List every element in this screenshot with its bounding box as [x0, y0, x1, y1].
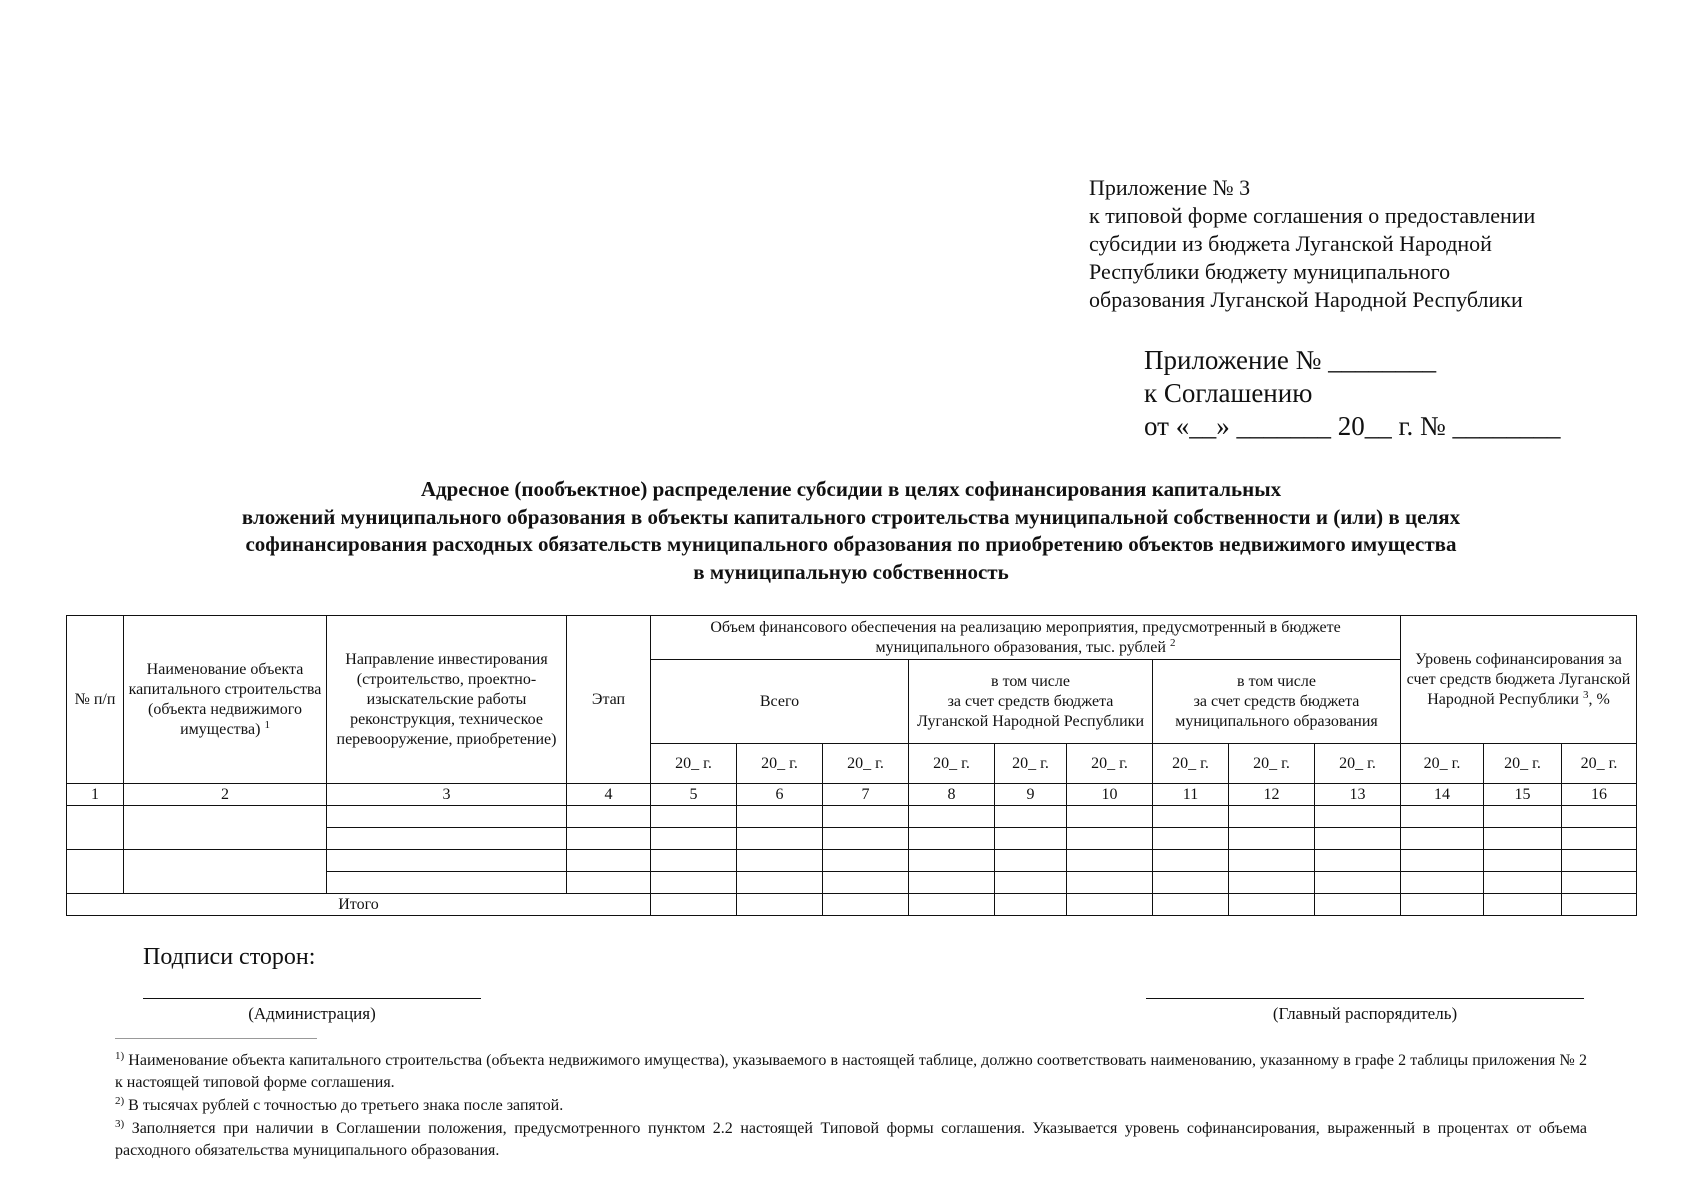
table-cell	[1401, 872, 1484, 894]
table-cell	[1067, 872, 1153, 894]
header-number: № п/п	[67, 616, 124, 784]
year-header: 20_ г.	[1562, 744, 1637, 784]
column-numbers-row	[67, 784, 1637, 806]
table-cell	[1562, 894, 1637, 916]
footnote-1	[115, 1050, 1587, 1094]
footnote-ref-3: 3	[1582, 688, 1589, 701]
header-object-name	[124, 616, 327, 784]
header-cofinancing-level-text: Уровень софинансирования за счет средств бюджета Луганской Народной Республики	[1406, 650, 1631, 708]
table-cell	[1153, 850, 1229, 872]
column-number: 3	[327, 784, 567, 806]
table-cell	[1484, 850, 1562, 872]
footnote-ref-2: 2	[1169, 636, 1176, 649]
table-cell	[1484, 872, 1562, 894]
appendix-header-line: образования Луганской Народной Республики	[1089, 287, 1523, 312]
table-cell	[1153, 828, 1229, 850]
table-cell	[1315, 850, 1401, 872]
header-including-lnr	[909, 660, 1153, 744]
total-row	[67, 894, 1637, 916]
appendix-header	[1089, 174, 1535, 314]
table-cell	[651, 828, 737, 850]
column-number: 5	[651, 784, 737, 806]
column-number: 15	[1484, 784, 1562, 806]
table-cell	[1067, 806, 1153, 828]
table-cell	[1315, 828, 1401, 850]
table-cell	[823, 894, 909, 916]
year-header: 20_ г.	[823, 744, 909, 784]
table-cell	[1315, 872, 1401, 894]
table-cell	[1484, 828, 1562, 850]
header-stage: Этап	[567, 616, 651, 784]
table-cell	[567, 850, 651, 872]
header-including-municipal	[1153, 660, 1401, 744]
table-cell	[651, 872, 737, 894]
table-cell	[995, 872, 1067, 894]
table-cell	[1401, 894, 1484, 916]
table-row	[67, 806, 1637, 828]
document-title	[66, 476, 1636, 586]
table-cell	[567, 806, 651, 828]
footnote-mark: 1)	[115, 1050, 125, 1062]
table-cell	[1562, 828, 1637, 850]
appendix-header-line: субсидии из бюджета Луганской Народной	[1089, 231, 1492, 256]
footnote-separator	[115, 1038, 317, 1039]
column-number: 8	[909, 784, 995, 806]
table-cell	[995, 894, 1067, 916]
header-financing-volume-text: Объем финансового обеспечения на реализацию мероприятия, предусмотренный в бюджете муниципального образования, тыс. рублей	[710, 618, 1341, 656]
column-number: 9	[995, 784, 1067, 806]
table-cell	[737, 806, 823, 828]
column-number: 7	[823, 784, 909, 806]
column-number: 12	[1229, 784, 1315, 806]
footnote-text: Заполняется при наличии в Соглашении положения, предусмотренного пунктом 2.2 настоящей Типовой формы соглашения. Указывается уровень софинансирования, выраженный в процентах от объема расходного обязательства муниципального образования.	[115, 1120, 1588, 1159]
table-cell	[1229, 872, 1315, 894]
table-cell	[67, 850, 124, 894]
footnotes	[115, 1050, 1587, 1163]
footnote-text: В тысячах рублей с точностью до третьего знака после запятой.	[128, 1097, 564, 1114]
table-row	[67, 850, 1637, 872]
table-cell	[327, 806, 567, 828]
footnote-ref-1: 1	[264, 718, 270, 731]
table-cell	[1153, 872, 1229, 894]
footnote-3	[115, 1118, 1587, 1162]
table-cell	[651, 894, 737, 916]
agreement-label: к Соглашению	[1144, 378, 1313, 408]
year-header: 20_ г.	[1067, 744, 1153, 784]
table-cell	[995, 828, 1067, 850]
table-cell	[823, 850, 909, 872]
year-header: 20_ г.	[651, 744, 737, 784]
header-including-municipal-l1: в том числе	[1237, 672, 1316, 690]
column-number: 2	[124, 784, 327, 806]
appendix-header-line: Приложение № 3	[1089, 175, 1251, 200]
agreement-reference	[1144, 344, 1560, 443]
table-cell	[1229, 850, 1315, 872]
agreement-date-number: от «__» _______ 20__ г. № ________	[1144, 411, 1561, 441]
table-cell	[567, 872, 651, 894]
table-cell	[1067, 828, 1153, 850]
distribution-table	[66, 615, 1637, 916]
column-number: 11	[1153, 784, 1229, 806]
table-cell	[909, 828, 995, 850]
table-cell	[737, 872, 823, 894]
header-direction: Направление инвестирования (строительство, проектно-изыскательские работы реконструкция, техническое перевооружение, приобретение)	[327, 616, 567, 784]
table-cell	[327, 872, 567, 894]
header-including-lnr-l2: за счет средств бюджета Луганской Народной Республики	[916, 692, 1145, 730]
header-total: Всего	[651, 660, 909, 744]
table-cell	[327, 828, 567, 850]
table-cell	[1067, 894, 1153, 916]
year-header: 20_ г.	[1229, 744, 1315, 784]
table-cell	[1153, 806, 1229, 828]
table-cell	[823, 872, 909, 894]
table-cell	[1562, 806, 1637, 828]
signature-caption-right: (Главный распорядитель)	[1272, 1004, 1458, 1023]
table-cell	[1315, 806, 1401, 828]
table-cell	[1484, 894, 1562, 916]
footnote-text: Наименование объекта капитального строительства (объекта недвижимого имущества), указываемого в настоящей таблице, должно соответствовать наименованию, указанному в графе 2 таблицы приложения № 2 к настоящей типовой форме соглашения.	[115, 1052, 1588, 1091]
column-number: 16	[1562, 784, 1637, 806]
table-cell	[1315, 894, 1401, 916]
table-cell	[1229, 828, 1315, 850]
table-cell	[737, 828, 823, 850]
table-cell	[567, 828, 651, 850]
signature-caption-left: (Администрация)	[248, 1004, 376, 1023]
table-cell	[1401, 850, 1484, 872]
table-cell	[995, 850, 1067, 872]
agreement-appendix-number: Приложение № ________	[1144, 345, 1437, 375]
year-header: 20_ г.	[995, 744, 1067, 784]
header-object-name-text: Наименование объекта капитального строительства (объекта недвижимого имущества)	[128, 660, 322, 738]
table-cell	[124, 806, 327, 850]
column-number: 1	[67, 784, 124, 806]
signature-line-left	[143, 998, 481, 999]
table-cell	[737, 894, 823, 916]
table-cell	[124, 850, 327, 894]
title-line: софинансирования расходных обязательств муниципального образования по приобретению объектов недвижимого имущества	[245, 532, 1457, 556]
year-header: 20_ г.	[1153, 744, 1229, 784]
table-cell	[909, 872, 995, 894]
column-number: 13	[1315, 784, 1401, 806]
title-line: в муниципальную собственность	[693, 559, 1009, 584]
table-cell	[1229, 806, 1315, 828]
footnote-2	[115, 1095, 1587, 1117]
table-cell	[1562, 872, 1637, 894]
header-cofinancing-level	[1401, 616, 1637, 744]
column-number: 6	[737, 784, 823, 806]
year-header: 20_ г.	[737, 744, 823, 784]
year-header: 20_ г.	[1315, 744, 1401, 784]
signature-line-right	[1146, 998, 1584, 999]
table-cell	[1153, 894, 1229, 916]
table-cell	[327, 850, 567, 872]
signatures-title: Подписи сторон:	[143, 944, 316, 970]
title-line: вложений муниципального образования в объекты капитального строительства муниципальной собственности и (или) в целях	[241, 504, 1461, 529]
table-cell	[1401, 828, 1484, 850]
table-cell	[909, 894, 995, 916]
table-cell	[1229, 894, 1315, 916]
footnote-mark: 3)	[115, 1118, 125, 1130]
table-cell	[737, 850, 823, 872]
table-cell	[909, 806, 995, 828]
year-header: 20_ г.	[1401, 744, 1484, 784]
year-header: 20_ г.	[909, 744, 995, 784]
column-number: 4	[567, 784, 651, 806]
header-financing-volume	[651, 616, 1401, 660]
table-cell	[823, 828, 909, 850]
year-header: 20_ г.	[1484, 744, 1562, 784]
column-number: 14	[1401, 784, 1484, 806]
table-cell	[995, 806, 1067, 828]
total-label: Итого	[67, 894, 651, 916]
title-line: Адресное (пообъектное) распределение субсидии в целях софинансирования капитальных	[420, 477, 1282, 501]
table-cell	[1401, 806, 1484, 828]
table-cell	[1484, 806, 1562, 828]
table-cell	[823, 806, 909, 828]
table-cell	[1067, 850, 1153, 872]
appendix-header-line: Республики бюджету муниципального	[1089, 259, 1451, 284]
header-cofinancing-level-suffix: , %	[1588, 690, 1610, 708]
header-including-municipal-l2: за счет средств бюджета муниципального образования	[1175, 692, 1378, 730]
table-cell	[909, 850, 995, 872]
table-cell	[1562, 850, 1637, 872]
footnote-mark: 2)	[115, 1095, 125, 1107]
appendix-header-line: к типовой форме соглашения о предоставлении	[1089, 203, 1536, 228]
table-cell	[67, 806, 124, 850]
header-including-lnr-l1: в том числе	[991, 672, 1070, 690]
column-number: 10	[1067, 784, 1153, 806]
table-cell	[651, 850, 737, 872]
table-cell	[651, 806, 737, 828]
